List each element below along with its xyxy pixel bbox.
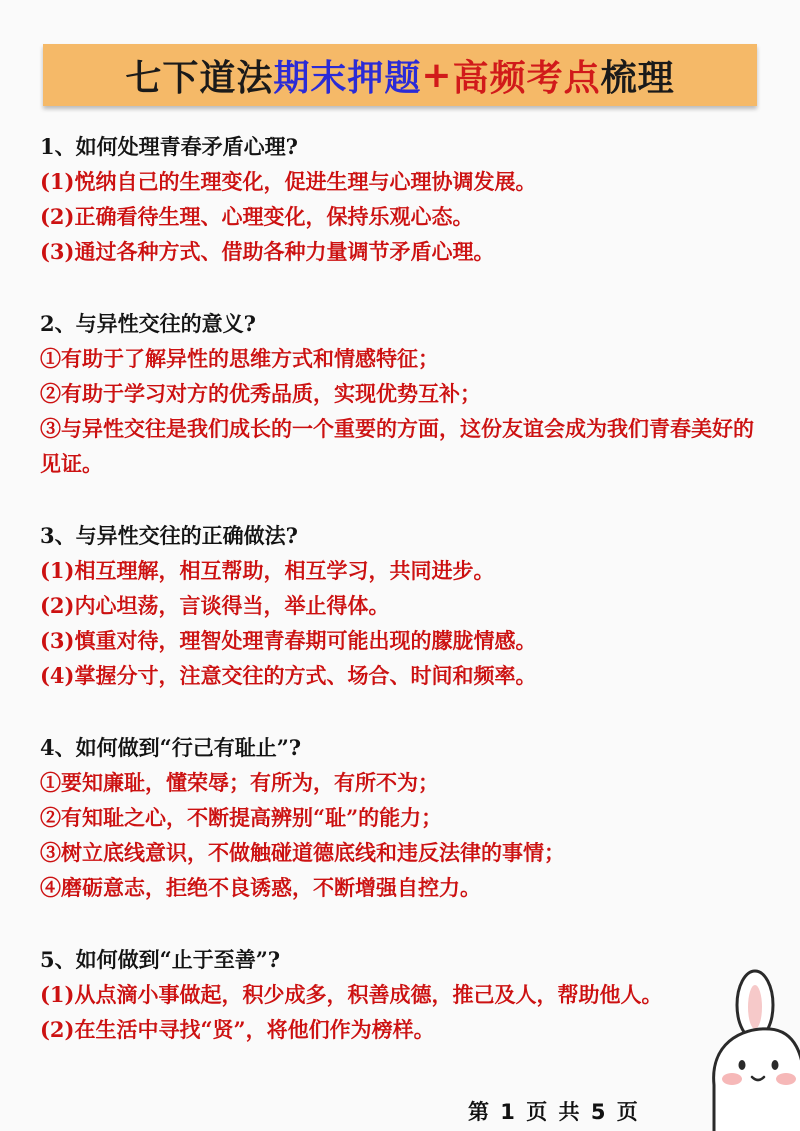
- answer-1-2: (2)正确看待生理、心理变化，保持乐观心态。: [40, 204, 474, 229]
- question-4: 4、如何做到“行己有耻止”?: [40, 735, 302, 760]
- question-2: 2、与异性交往的意义?: [40, 311, 256, 336]
- answer-1-1: (1)悦纳自己的生理变化，促进生理与心理协调发展。: [40, 169, 537, 194]
- answer-4-1: ①要知廉耻，懂荣辱；有所为，有所不为；: [40, 770, 439, 795]
- section-4: [40, 731, 770, 905]
- answer-4-3: ③树立底线意识，不做触碰道德底线和违反法律的事情；: [40, 840, 565, 865]
- title-banner: [43, 44, 757, 106]
- question-1: 1、如何处理青春矛盾心理?: [40, 134, 298, 159]
- answer-2-2: ②有助于学习对方的优秀品质，实现优势互补；: [40, 381, 481, 406]
- page-indicator: 第 1 页 共 5 页: [468, 1100, 640, 1124]
- title-part-4: 高频考点: [452, 57, 601, 99]
- bunny-sticker-icon: [700, 965, 800, 1131]
- section-2: [40, 307, 770, 481]
- answer-1-3: (3)通过各种方式、借助各种力量调节矛盾心理。: [40, 239, 495, 264]
- answer-4-2: ②有知耻之心，不断提高辨别“耻”的能力；: [40, 805, 443, 830]
- answer-3-1: (1)相互理解，相互帮助，相互学习，共同进步。: [40, 558, 495, 583]
- question-3: 3、与异性交往的正确做法?: [40, 523, 298, 548]
- answer-4-4: ④磨砺意志，拒绝不良诱惑，不断增强自控力。: [40, 875, 481, 900]
- answer-5-2: (2)在生活中寻找“贤”，将他们作为榜样。: [40, 1017, 435, 1042]
- section-3: [40, 519, 770, 693]
- answer-2-3: ③与异性交往是我们成长的一个重要的方面，这份友谊会成为我们青春美好的见证。: [40, 416, 754, 476]
- answer-3-3: (3)慎重对待，理智处理青春期可能出现的朦胧情感。: [40, 628, 537, 653]
- answer-3-2: (2)内心坦荡，言谈得当，举止得体。: [40, 593, 390, 618]
- section-5: [40, 943, 770, 1047]
- answer-2-1: ①有助于了解异性的思维方式和情感特征；: [40, 346, 439, 371]
- answer-5-1: (1)从点滴小事做起，积少成多，积善成德，推己及人，帮助他人。: [40, 982, 663, 1007]
- title-part-2: 期末押题: [273, 57, 422, 99]
- section-1: [40, 130, 770, 269]
- content: [40, 130, 770, 1085]
- title-part-5: 梳理: [600, 57, 675, 99]
- question-5: 5、如何做到“止于至善”?: [40, 947, 281, 972]
- answer-3-4: (4)掌握分寸，注意交往的方式、场合、时间和频率。: [40, 663, 537, 688]
- title-part-1: 七下道法: [125, 57, 274, 99]
- title-part-3: +: [421, 54, 453, 96]
